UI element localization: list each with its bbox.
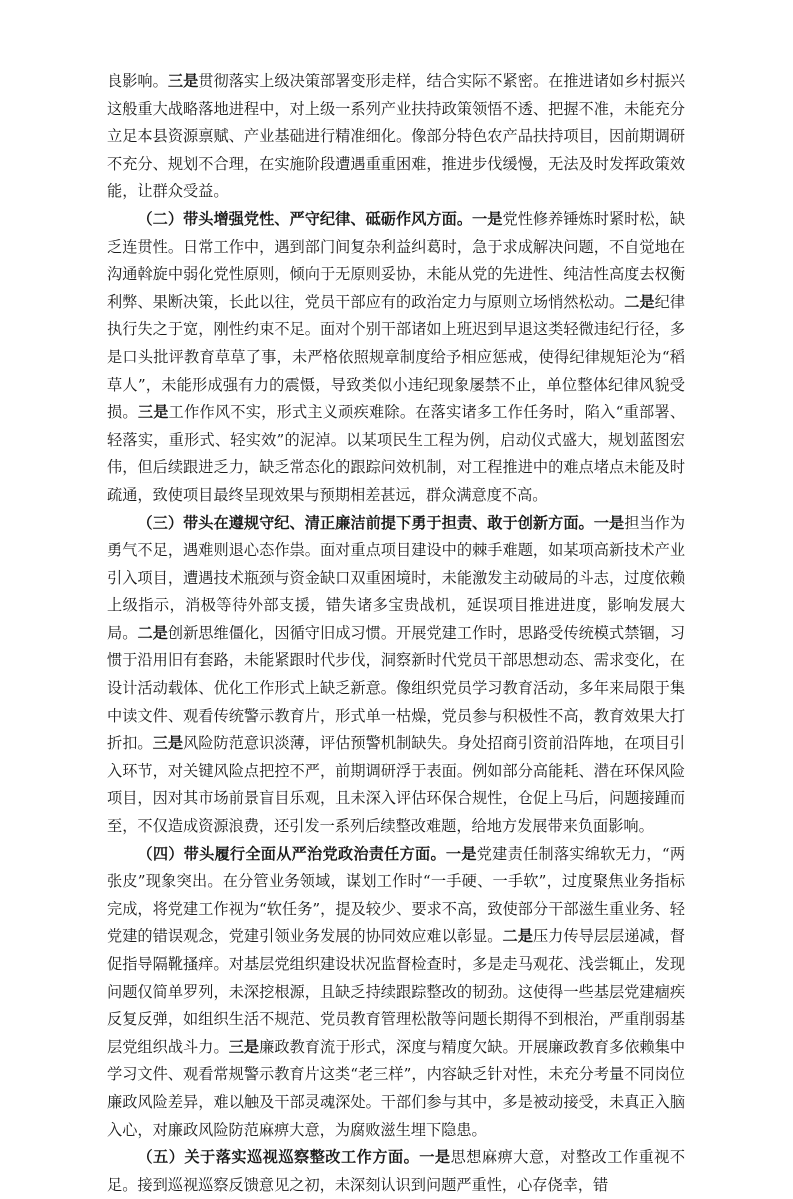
section-heading: （四）带头履行全面从严治党政治责任方面。一是 <box>137 844 477 863</box>
paragraph-1 <box>107 68 685 206</box>
text-run: 党性修养锤炼时紧时松，缺乏连贯性。日常工作中，遇到部门间复杂利益纠葛时，急于求成解决问题，不自觉地在沟通斡旋中弱化党性原则，倾向于无原则妥协，未能从党的先进性、纯洁性高度去权衡利弊、果断决策，长此以往，党员干部应有的政治定力与原则立场悄然松动。 <box>107 209 686 311</box>
paragraph-5 <box>107 1144 685 1199</box>
document-page <box>107 68 685 1199</box>
paragraph-3 <box>107 510 685 841</box>
text-run: 创新思维僵化，因循守旧成习惯。开展党建工作时，思路受传统模式禁锢，习惯于沿用旧有套路，未能紧跟时代步伐，洞察新时代党员干部思想动态、需求变化，在设计活动载体、优化工作形式上缺乏新意。像组织党员学习教育活动，多年来局限于集中读文件、观看传统警示教育片，形式单一枯燥，党员参与积极性不高，教育效果大打折扣。 <box>107 623 686 753</box>
bold-run: 三是 <box>137 403 169 422</box>
bold-run: 三是 <box>228 1037 260 1056</box>
bold-run: 三是 <box>167 72 199 90</box>
text-run: 贯彻落实上级决策部署变形走样，结合实际不紧密。在推进诸如乡村振兴这般重大战略落地进程中，对上级一系列产业扶持政策领悟不透、把握不准，未能充分立足本县资源禀赋、产业基础进行精准细化。像部分特色农产品扶持项目，因前期调研不充分、规划不合理，在实施阶段遭遇重重困难，推进步伐缓慢，无法及时发挥政策效能，让群众受益。 <box>107 72 686 201</box>
text-run: 党建责任制落实绵软无力，“两张皮”现象突出。在分管业务领域，谋划工作时“一手硬、一手软”，过度聚焦业务指标完成，将党建工作视为“软任务”，提及较少、要求不高，致使部分干部滋生重业务、轻党建的错误观念，党建引领业务发展的协同效应难以彰显。 <box>107 844 686 946</box>
section-heading: （三）带头在遵规守纪、清正廉洁前提下勇于担责、敢于创新方面。一是 <box>137 513 625 532</box>
paragraph-2 <box>107 206 685 510</box>
text-run: 纪律执行失之于宽，刚性约束不足。面对个别干部诸如上班迟到早退这类轻微违纪行径，多是口头批评教育草草了事，未严格依照规章制度给予相应惩戒，使得纪律规矩沦为“稻草人”，未能形成强有力的震慑，导致类似小违纪现象屡禁不止，单位整体纪律风貌受损。 <box>107 292 686 422</box>
bold-run: 三是 <box>152 734 184 753</box>
text-run: 良影响。 <box>107 72 168 90</box>
bold-run: 二是 <box>137 623 168 642</box>
section-heading: （二）带头增强党性、严守纪律、砥砺作风方面。一是 <box>137 209 503 228</box>
section-heading: （五）关于落实巡视巡察整改工作方面。一是 <box>137 1148 451 1167</box>
bold-run: 二是 <box>624 292 655 311</box>
bold-run: 二是 <box>502 927 533 946</box>
text-run: 工作作风不实，形式主义顽疾难除。在落实诸多工作任务时，陷入“重部署、轻落实，重形式、轻实效”的泥淖。以某项民生工程为例，启动仪式盛大，规划蓝图宏伟，但后续跟进乏力，缺乏常态化的跟踪问效机制，对工程推进中的难点堵点未能及时疏通，致使项目最终呈现效果与预期相差甚远，群众满意度不高。 <box>107 403 686 504</box>
text-run: 压力传导层层递减，督促指导隔靴搔痒。对基层党组织建设状况监督检查时，多是走马观花、浅尝辄止，发现问题仅简单罗列，未深挖根源，且缺乏持续跟踪整改的韧劲。这使得一些基层党建痼疾反复反弹，如组织生活不规范、党员教育管理松散等问题长期得不到根治，严重削弱基层党组织战斗力。 <box>107 927 686 1056</box>
text-run: 风险防范意识淡薄，评估预警机制缺失。身处招商引资前沿阵地，在项目引入环节，对关键风险点把控不严，前期调研浮于表面。例如部分高能耗、潜在环保风险项目，因对其市场前景盲目乐观，且未深入评估环保合规性，仓促上马后，问题接踵而至，不仅造成资源浪费，还引发一系列后续整改难题，给地方发展带来负面影响。 <box>107 734 686 836</box>
text-run: 思想麻痹大意，对整改工作重视不足。接到巡视巡察反馈意见之初，未深刻认识到问题严重性，心存侥幸，错 <box>107 1148 686 1194</box>
text-run: 廉政教育流于形式，深度与精度欠缺。开展廉政教育多依赖集中学习文件、观看常规警示教育片这类“老三样”，内容缺乏针对性，未充分考量不同岗位廉政风险差异，难以触及干部灵魂深处。干部们参与其中，多是被动接受，未真正入脑入心，对廉政风险防范麻痹大意，为腐败滋生埋下隐患。 <box>107 1037 686 1139</box>
paragraph-4 <box>107 841 685 1145</box>
text-run: 担当作为勇气不足，遇难则退心态作祟。面对重点项目建设中的棘手难题，如某项高新技术产业引入项目，遭遇技术瓶颈与资金缺口双重困境时，未能激发主动破局的斗志，过度依赖上级指示，消极等待外部支援，错失诸多宝贵战机，延误项目推进进度，影响发展大局。 <box>107 513 686 642</box>
